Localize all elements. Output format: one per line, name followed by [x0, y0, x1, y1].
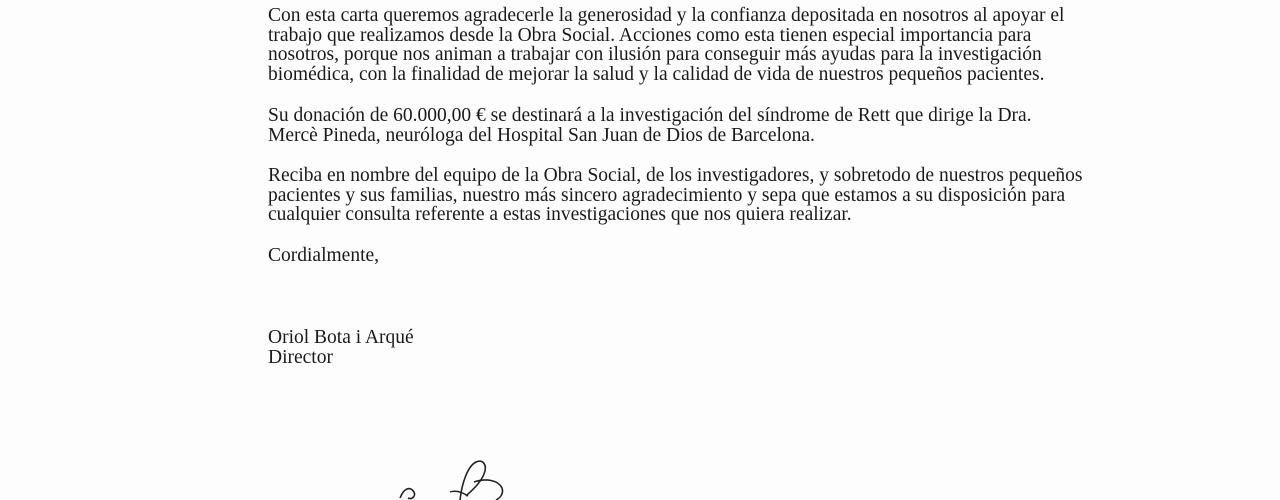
paragraph-thanks — [268, 166, 1168, 225]
paragraph-line: biomédica, con la finalidad de mejorar la salud y la calidad de vida de nuestros pequeños pacientes. — [268, 63, 1045, 85]
paragraph-line: cualquier consulta referente a estas investigaciones que nos quiera realizar. — [268, 204, 852, 225]
paragraph-line: trabajo que realizamos desde la Obra Social. Acciones como esta tienen especial importancia para — [268, 24, 1032, 46]
signer-name: Oriol Bota i Arqué — [268, 327, 414, 348]
signer-title: Director — [268, 346, 333, 368]
handwritten-signature-icon — [390, 452, 530, 500]
paragraph-line: pacientes y sus familias, nuestro más sincero agradecimiento y sepa que estamos a su disposición para — [268, 184, 1066, 206]
signature-block — [268, 328, 414, 367]
paragraph-gratitude — [268, 6, 1168, 84]
paragraph-line: Su donación de 60.000,00 € se destinará a la investigación del síndrome de Rett que dirige la Dra. — [268, 105, 1032, 126]
paragraph-line: Con esta carta queremos agradecerle la generosidad y la confianza depositada en nosotros al apoyar el — [268, 5, 1065, 26]
paragraph-line: Mercè Pineda, neuróloga del Hospital San Juan de Dios de Barcelona. — [268, 124, 815, 146]
paragraph-line: nosotros, porque nos animan a trabajar con ilusión para conseguir más ayudas para la investigación — [268, 44, 1042, 65]
paragraph-donation — [268, 106, 1168, 145]
closing-salutation: Cordialmente, — [268, 244, 380, 266]
letter-body — [268, 6, 1168, 265]
paragraph-line: Reciba en nombre del equipo de la Obra Social, de los investigadores, y sobretodo de nuestros pequeños — [268, 165, 1083, 186]
